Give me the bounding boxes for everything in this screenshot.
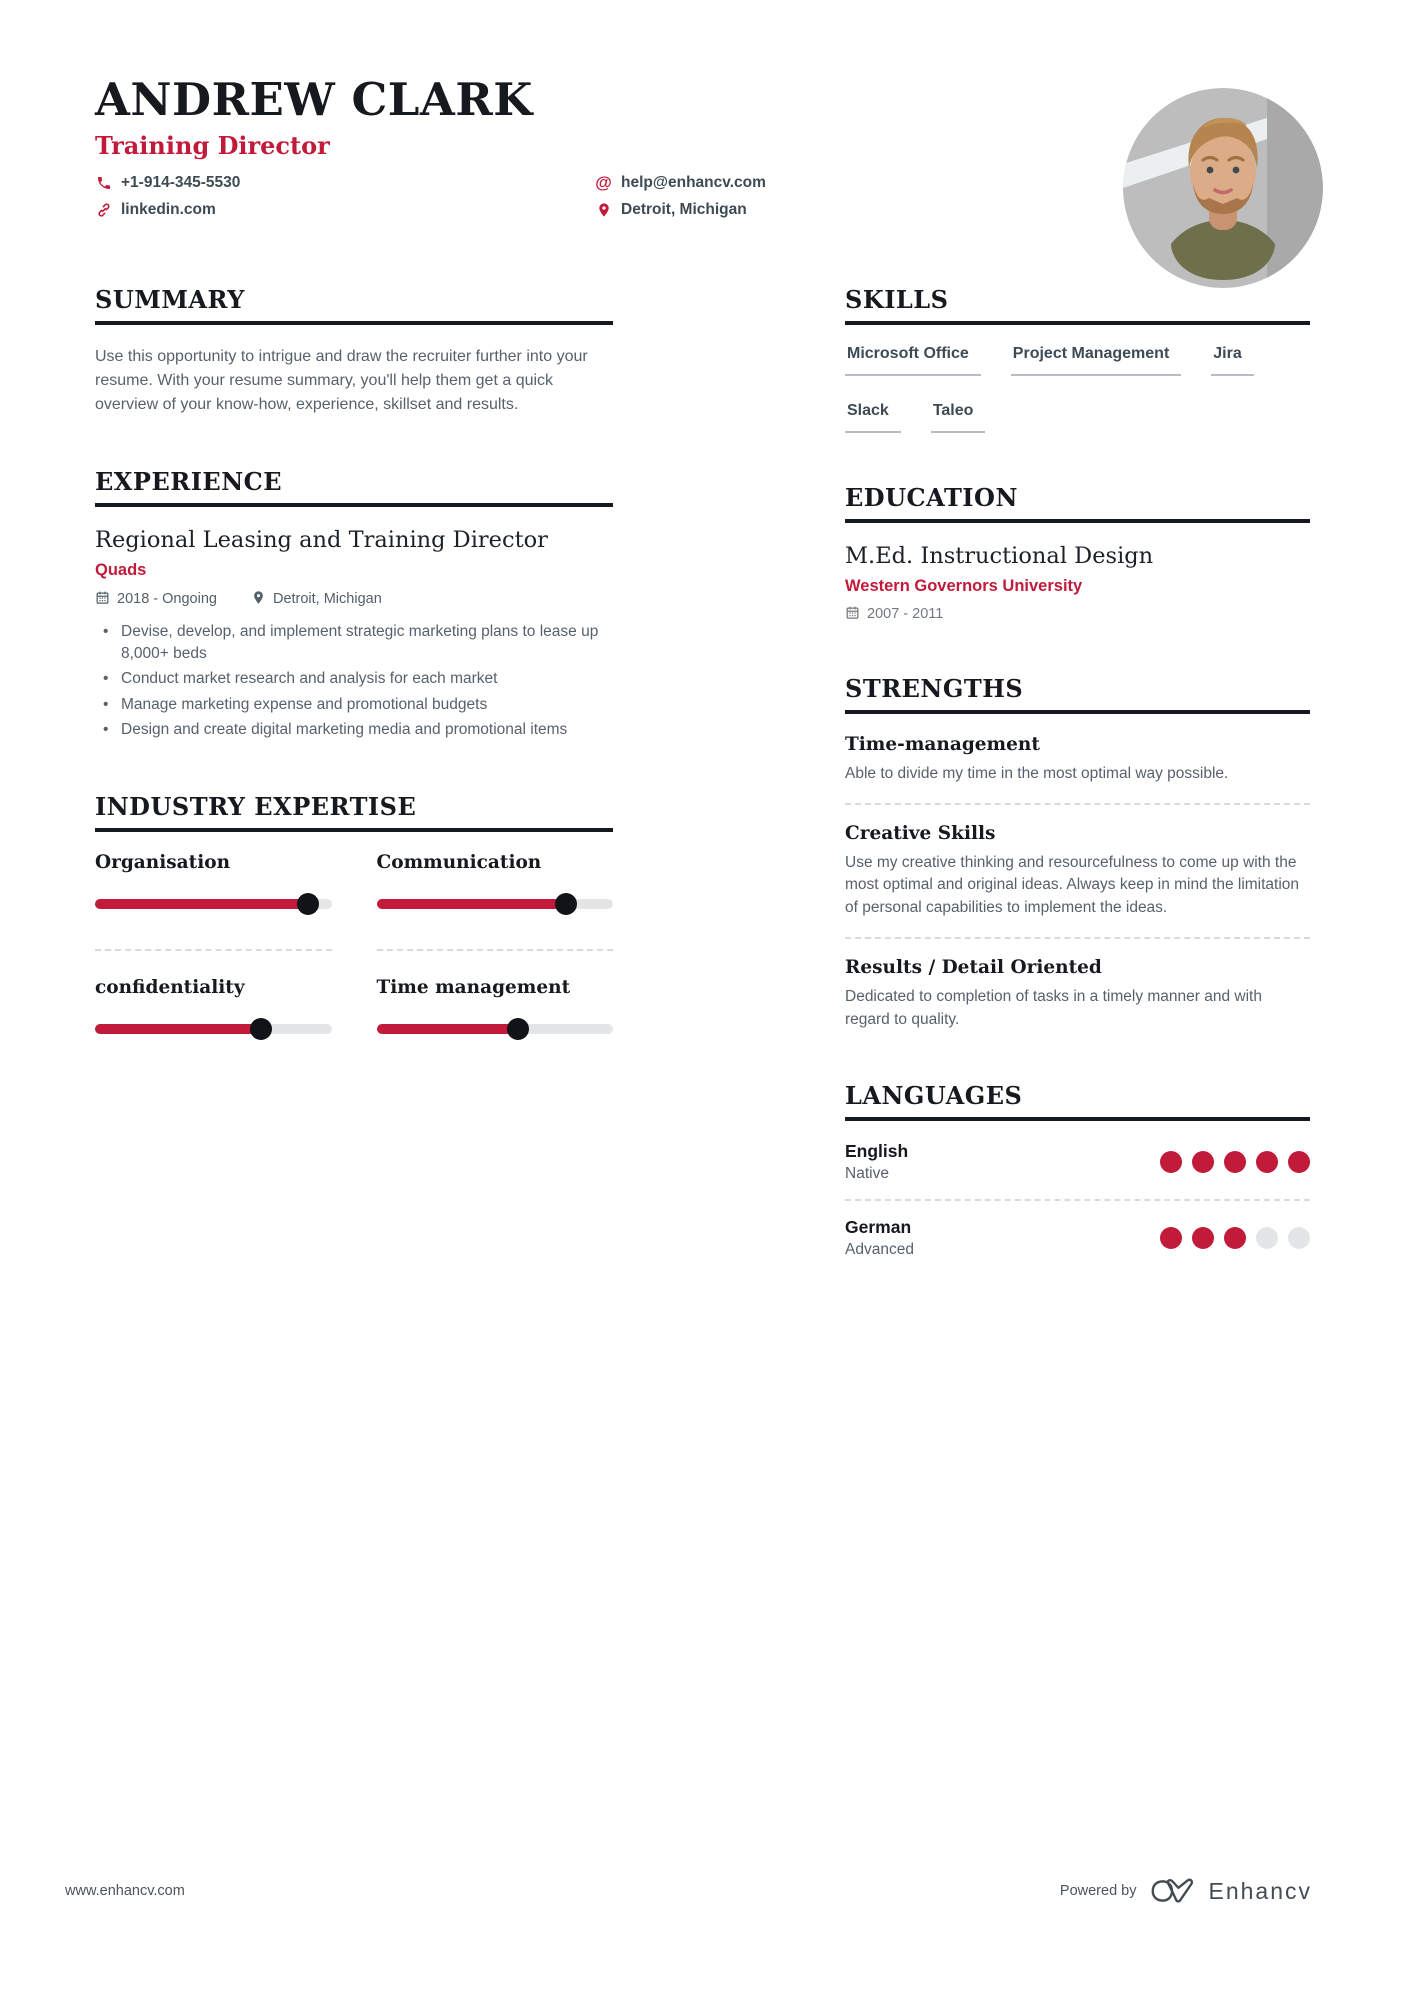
section-summary (95, 285, 613, 417)
language-proficiency-dot (1256, 1151, 1278, 1173)
slider-knob[interactable] (250, 1018, 272, 1040)
strength-title: Results / Detail Oriented (845, 957, 1102, 979)
expertise-label: Organisation (95, 851, 231, 873)
language-info (845, 1141, 908, 1183)
expertise-grid (95, 852, 613, 1046)
experience-heading: EXPERIENCE (95, 467, 613, 507)
language-row (845, 1199, 1310, 1259)
summary-heading: SUMMARY (95, 285, 613, 325)
language-name: German (845, 1217, 912, 1238)
contact-info (95, 174, 995, 219)
strength-title: Time-management (845, 733, 1040, 755)
powered-by-block (1060, 1876, 1312, 1906)
pin-icon (251, 590, 266, 609)
education-degree: M.Ed. Instructional Design (845, 542, 1154, 569)
experience-dates (95, 590, 217, 609)
experience-bullet: • Manage marketing expense and promotional budgets (95, 694, 613, 716)
language-proficiency-dot (1160, 1151, 1182, 1173)
expertise-slider[interactable] (377, 893, 614, 915)
content-columns (0, 285, 1410, 1310)
language-proficiency-dot (1160, 1227, 1182, 1249)
experience-company: Quads (95, 560, 147, 579)
contact-phone[interactable] (95, 174, 595, 192)
languages-heading: LANGUAGES (845, 1081, 1310, 1121)
at-icon: @ (595, 173, 612, 192)
language-info (845, 1217, 914, 1259)
strength-title: Creative Skills (845, 822, 996, 844)
contact-linkedin-text: linkedin.com (121, 200, 216, 218)
education-school: Western Governors University (845, 576, 1083, 595)
experience-bullets (95, 621, 613, 742)
phone-icon (95, 174, 112, 191)
location-icon (595, 201, 612, 218)
industry-expertise-heading: INDUSTRY EXPERTISE (95, 792, 613, 832)
contact-email[interactable] (595, 174, 995, 192)
language-proficiency-dot (1224, 1151, 1246, 1173)
skills-heading: SKILLS (845, 285, 1310, 325)
experience-dates-text: 2018 - Ongoing (117, 591, 217, 607)
calendar-icon (845, 605, 860, 624)
expertise-item (377, 977, 614, 1046)
slider-fill (377, 1024, 519, 1034)
skills-list (845, 345, 1310, 433)
education-dates-text: 2007 - 2011 (867, 606, 944, 622)
section-skills (845, 285, 1310, 433)
expertise-label: confidentiality (95, 976, 245, 998)
summary-text: Use this opportunity to intrigue and draw the recruiter further into your resume. With your resume summary, you'll help them get a quick overview of your know-how, experience, skillset and results. (95, 347, 588, 413)
contact-linkedin[interactable] (95, 201, 595, 219)
section-industry-expertise (95, 792, 613, 1046)
language-dots (1160, 1227, 1310, 1249)
language-dots (1160, 1151, 1310, 1173)
education-heading: EDUCATION (845, 483, 1310, 523)
strengths-heading: STRENGTHS (845, 674, 1310, 714)
section-education (845, 483, 1310, 624)
footer (65, 1876, 1312, 1906)
experience-location-text: Detroit, Michigan (272, 591, 382, 607)
strength-text: Able to divide my time in the most optimal way possible. (845, 764, 1229, 782)
language-proficiency-dot (1192, 1151, 1214, 1173)
strength-item (845, 803, 1310, 919)
section-strengths (845, 674, 1310, 1032)
enhancv-logo-icon[interactable] (1150, 1876, 1194, 1906)
expertise-slider[interactable] (95, 893, 332, 915)
language-proficiency-dot (1288, 1227, 1310, 1249)
strength-text: Dedicated to completion of tasks in a timely manner and with regard to quality. (845, 988, 1262, 1028)
expertise-slider[interactable] (95, 1018, 332, 1040)
skill-tag: Slack (845, 402, 901, 433)
skill-tag: Microsoft Office (845, 345, 981, 376)
experience-meta (95, 590, 613, 609)
contact-email-text: help@enhancv.com (621, 173, 766, 191)
profile-photo (1123, 88, 1323, 288)
experience-job-title: Regional Leasing and Training Director (95, 526, 548, 553)
link-icon (95, 201, 112, 218)
contact-phone-text: +1-914-345-5530 (121, 173, 241, 191)
slider-knob[interactable] (297, 893, 319, 915)
person-job-title: Training Director (95, 130, 330, 160)
contact-location (595, 201, 995, 219)
experience-location (251, 590, 382, 609)
expertise-label: Time management (376, 976, 571, 998)
right-column (845, 285, 1310, 1310)
experience-bullet: • Conduct market research and analysis for each market (95, 668, 613, 690)
section-languages (845, 1081, 1310, 1259)
strength-item (845, 937, 1310, 1031)
experience-bullet: • Devise, develop, and implement strategic marketing plans to lease up 8,000+ beds (95, 621, 613, 666)
slider-knob[interactable] (507, 1018, 529, 1040)
language-proficiency-dot (1288, 1151, 1310, 1173)
language-name: English (845, 1141, 909, 1162)
enhancv-brand-name[interactable]: Enhancv (1208, 1877, 1312, 1904)
calendar-icon (95, 590, 110, 609)
footer-website-link[interactable]: www.enhancv.com (65, 1883, 185, 1899)
slider-knob[interactable] (555, 893, 577, 915)
slider-fill (95, 1024, 261, 1034)
skill-tag: Taleo (931, 402, 986, 433)
expertise-label: Communication (376, 851, 542, 873)
skill-tag: Jira (1211, 345, 1253, 376)
expertise-item (95, 977, 332, 1046)
slider-fill (377, 899, 566, 909)
education-dates (845, 605, 1310, 624)
strength-text: Use my creative thinking and resourcefulness to come up with the most optimal and original ideas. Always keep in mind the limitation of personal capabilities to implement the ideas. (845, 853, 1300, 916)
language-proficiency-dot (1256, 1227, 1278, 1249)
language-row (845, 1141, 1310, 1183)
language-level: Native (845, 1165, 889, 1183)
expertise-slider[interactable] (377, 1018, 614, 1040)
slider-fill (95, 899, 308, 909)
language-proficiency-dot (1224, 1227, 1246, 1249)
person-name: ANDREW CLARK (95, 73, 533, 126)
section-experience (95, 467, 613, 742)
language-proficiency-dot (1192, 1227, 1214, 1249)
experience-bullet: • Design and create digital marketing media and promotional items (95, 719, 613, 741)
language-level: Advanced (845, 1241, 914, 1259)
expertise-item (377, 852, 614, 951)
skill-tag: Project Management (1011, 345, 1181, 376)
strength-item (845, 734, 1310, 785)
expertise-item (95, 852, 332, 951)
left-column (95, 285, 613, 1096)
contact-location-text: Detroit, Michigan (621, 200, 747, 218)
powered-by-label: Powered by (1059, 1883, 1137, 1899)
